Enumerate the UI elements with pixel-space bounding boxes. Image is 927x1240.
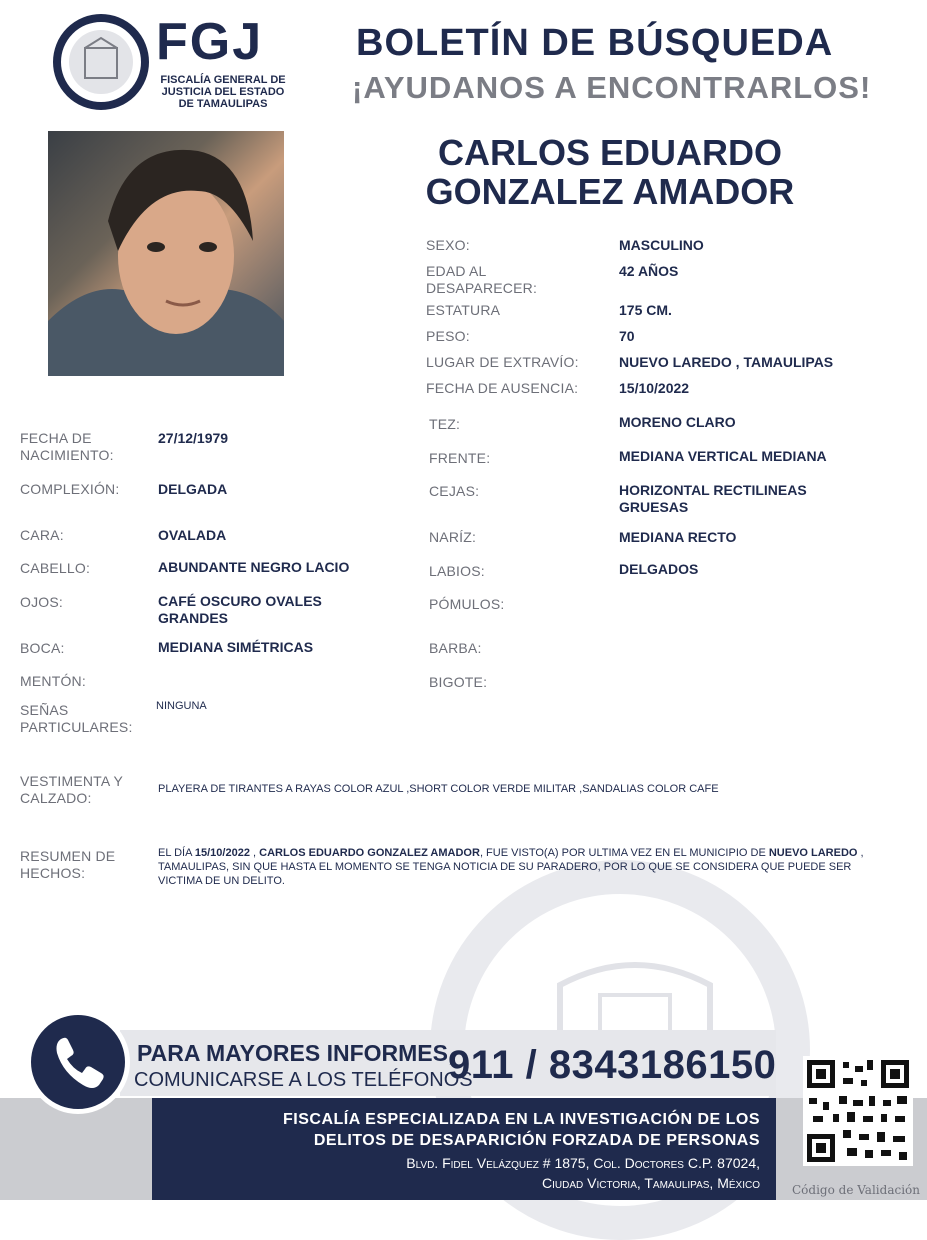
summary-label: RESUMEN DE HECHOS: <box>20 848 116 881</box>
summary-part-1: EL DÍA <box>158 847 195 859</box>
lips-value: DELGADOS <box>619 561 699 577</box>
qr-caption: Código de Validación <box>792 1183 920 1197</box>
sex-value: MASCULINO <box>619 237 704 253</box>
mouth-label: BOCA: <box>20 640 65 656</box>
cheekbones-label: PÓMULOS: <box>429 596 505 612</box>
chin-label: MENTÓN: <box>20 673 86 689</box>
height-value: 175 CM. <box>619 302 672 318</box>
marks-value: NINGUNA <box>156 700 207 712</box>
age-value: 42 AÑOS <box>619 263 679 279</box>
build-label: COMPLEXIÓN: <box>20 481 120 497</box>
face-silhouette <box>48 131 284 376</box>
marks-label: SEÑAS PARTICULARES: <box>20 702 133 735</box>
mustache-label: BIGOTE: <box>429 674 488 690</box>
agency-line-2: DELITOS DE DESAPARICIÓN FORZADA DE PERSONAS <box>313 1132 760 1149</box>
person-name-line-2: GONZALEZ AMADOR <box>425 171 795 212</box>
qr-icon <box>803 1056 913 1166</box>
person-name <box>400 133 820 211</box>
summary-date: 15/10/2022 <box>194 847 250 859</box>
phone-badge <box>26 1010 130 1114</box>
eyes-label: OJOS: <box>20 594 64 610</box>
summary-city: NUEVO LAREDO <box>768 847 858 859</box>
person-name-line-1: CARLOS EDUARDO <box>437 132 782 173</box>
nose-label: NARÍZ: <box>429 529 477 545</box>
fgj-logo-subtitle: FISCALÍA GENERAL DE JUSTICIA DEL ESTADO DE TAMAULIPAS <box>160 74 286 110</box>
skin-label: TEZ: <box>429 416 461 432</box>
address-line-1: Blvd. Fidel Velázquez # 1875, Col. Doctores C.P. 87024, <box>406 1155 760 1171</box>
eyebrows-label: CEJAS: <box>429 483 480 499</box>
face-label: CARA: <box>20 527 64 543</box>
location-value: NUEVO LAREDO , TAMAULIPAS <box>619 354 834 370</box>
mouth-value: MEDIANA SIMÉTRICAS <box>158 639 314 655</box>
bulletin-subtitle: ¡AYUDANOS A ENCONTRARLOS! <box>352 70 872 105</box>
fgj-logo-text: FGJ <box>156 13 264 71</box>
weight-value: 70 <box>619 328 635 344</box>
absence-date-value: 15/10/2022 <box>619 380 690 396</box>
forehead-label: FRENTE: <box>429 450 491 466</box>
eyes-value: CAFÉ OSCURO OVALES GRANDES <box>158 593 322 626</box>
summary-part-4: , TAMAULIPAS, SIN QUE HASTA EL MOMENTO SE TENGA NOTICIA DE SU PARADERO, POR LO QUE SE CONSIDERA QUE PUEDE SER VICTIMA DE UN DELITO. <box>158 847 864 887</box>
face-value: OVALADA <box>158 527 227 543</box>
fgj-seal-logo <box>52 14 150 110</box>
sex-label: SEXO: <box>426 237 470 253</box>
age-label: EDAD AL DESAPARECER: <box>426 263 538 296</box>
skin-value: MORENO CLARO <box>619 414 736 430</box>
nose-value: MEDIANA RECTO <box>619 529 737 545</box>
clothing-label: VESTIMENTA Y CALZADO: <box>20 773 123 806</box>
address-line-2: Ciudad Victoria, Tamaulipas, México <box>542 1175 760 1191</box>
validation-qr-code[interactable] <box>803 1056 913 1166</box>
weight-label: PESO: <box>426 328 470 344</box>
height-label: ESTATURA <box>426 302 501 318</box>
forehead-value: MEDIANA VERTICAL MEDIANA <box>619 448 827 464</box>
agency-line-1: FISCALÍA ESPECIALIZADA EN LA INVESTIGACIÓN DE LOS <box>283 1111 760 1128</box>
hair-value: ABUNDANTE NEGRO LACIO <box>158 559 350 575</box>
lips-label: LABIOS: <box>429 563 485 579</box>
hair-label: CABELLO: <box>20 560 91 576</box>
bulletin-title: BOLETÍN DE BÚSQUEDA <box>356 22 834 64</box>
missing-person-photo <box>48 131 284 376</box>
summary-part-3: , FUE VISTO(A) POR ULTIMA VEZ EN EL MUNICIPIO DE <box>479 847 769 859</box>
birth-date-label: FECHA DE NACIMIENTO: <box>20 430 114 463</box>
eyebrows-value: HORIZONTAL RECTILINEAS GRUESAS <box>619 482 807 515</box>
summary-text <box>158 846 868 888</box>
beard-label: BARBA: <box>429 640 482 656</box>
info-line-2: COMUNICARSE A LOS TELÉFONOS <box>134 1069 473 1091</box>
phone-icon <box>31 1015 125 1109</box>
info-line-1: PARA MAYORES INFORMES, <box>137 1040 455 1066</box>
birth-date-value: 27/12/1979 <box>158 430 229 446</box>
build-value: DELGADA <box>158 481 228 497</box>
phone-number[interactable]: 911 / 8343186150 <box>448 1043 777 1087</box>
clothing-value: PLAYERA DE TIRANTES A RAYAS COLOR AZUL ,SHORT COLOR VERDE MILITAR ,SANDALIAS COLOR CAFE <box>158 783 719 795</box>
location-label: LUGAR DE EXTRAVÍO: <box>426 354 579 370</box>
summary-name: CARLOS EDUARDO GONZALEZ AMADOR <box>259 847 480 859</box>
absence-date-label: FECHA DE AUSENCIA: <box>426 380 579 396</box>
summary-part-2: , <box>249 847 260 859</box>
